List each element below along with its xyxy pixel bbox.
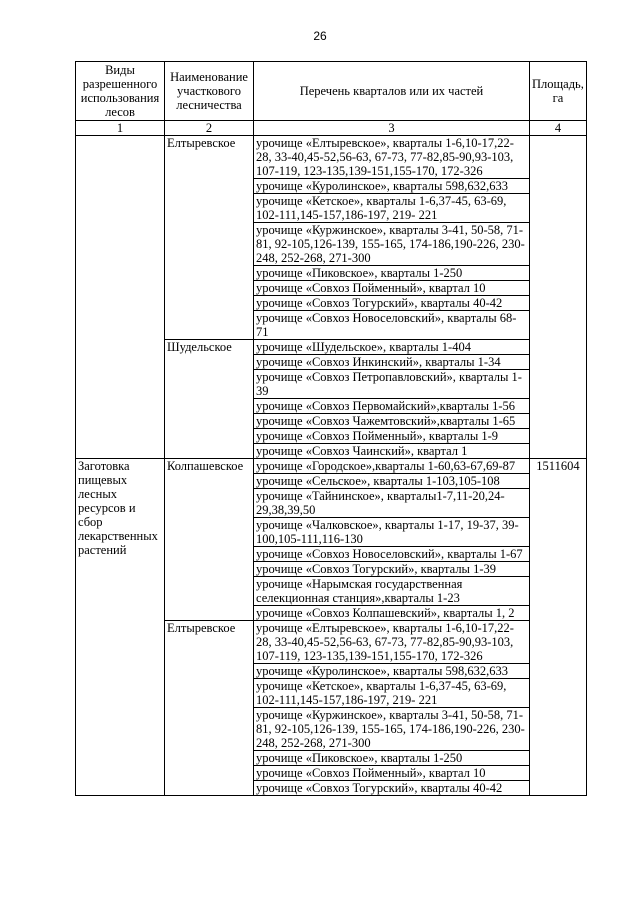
quarters-cell: урочище «Шудельское», кварталы 1-404 xyxy=(254,340,530,355)
quarters-table xyxy=(75,61,587,796)
quarters-cell: урочище «Сельское», кварталы 1-103,105-108 xyxy=(254,474,530,489)
quarters-cell: урочище «Совхоз Чаинский», квартал 1 xyxy=(254,444,530,459)
table-row xyxy=(76,136,587,179)
table-body xyxy=(76,136,587,796)
forestry-cell: Шудельское xyxy=(165,340,254,459)
quarters-cell: урочище «Куролинское», кварталы 598,632,633 xyxy=(254,664,530,679)
quarters-cell: урочище «Кетское», кварталы 1-6,37-45, 63-69, 102-111,145-157,186-197, 219- 221 xyxy=(254,679,530,708)
column-number: 3 xyxy=(254,121,530,136)
quarters-cell: урочище «Совхоз Первомайский»,кварталы 1-56 xyxy=(254,399,530,414)
quarters-cell: урочище «Елтыревское», кварталы 1-6,10-17,22-28, 33-40,45-52,56-63, 67-73, 77-82,85-90,93-103, 107-119, 123-135,139-151,155-170, 172-326 xyxy=(254,136,530,179)
quarters-cell: урочище «Елтыревское», кварталы 1-6,10-17,22-28, 33-40,45-52,56-63, 67-73, 77-82,85-90,93-103, 107-119, 123-135,139-151,155-170, 172-326 xyxy=(254,621,530,664)
quarters-cell: урочище «Совхоз Новоселовский», кварталы 1-67 xyxy=(254,547,530,562)
quarters-cell: урочище «Куржинское», кварталы 3-41, 50-58, 71-81, 92-105,126-139, 155-165, 174-186,190-226, 230-248, 252-268, 271-300 xyxy=(254,708,530,751)
forestry-cell: Елтыревское xyxy=(165,136,254,340)
header-quarters: Перечень кварталов или их частей xyxy=(254,62,530,121)
quarters-cell: урочище «Совхоз Пойменный», квартал 10 xyxy=(254,766,530,781)
header-row xyxy=(76,62,587,121)
column-number: 1 xyxy=(76,121,165,136)
page-number: 26 xyxy=(313,29,327,43)
quarters-cell: урочище «Куржинское», кварталы 3-41, 50-58, 71-81, 92-105,126-139, 155-165, 174-186,190-226, 230-248, 252-268, 271-300 xyxy=(254,223,530,266)
quarters-cell: урочище «Пиковское», кварталы 1-250 xyxy=(254,751,530,766)
quarters-cell: урочище «Чалковское», кварталы 1-17, 19-37, 39-100,105-111,116-130 xyxy=(254,518,530,547)
quarters-cell: урочище «Совхоз Поймeнный», квартал 10 xyxy=(254,281,530,296)
area-cell: 1511604 xyxy=(530,459,587,796)
use-type-cell: Заготовка пищевых лесных ресурсов и сбор лекарственных растений xyxy=(76,459,165,796)
quarters-cell: урочище «Совхоз Тогурский», кварталы 40-42 xyxy=(254,781,530,796)
header-forestry: Наименование участкового лесничества xyxy=(165,62,254,121)
quarters-cell: урочище «Совхоз Петропавловский», кварталы 1-39 xyxy=(254,370,530,399)
forestry-cell: Колпашевское xyxy=(165,459,254,621)
area-cell xyxy=(530,136,587,459)
quarters-cell: урочище «Совхоз Тогурский», кварталы 40-42 xyxy=(254,296,530,311)
forestry-cell: Елтыревское xyxy=(165,621,254,796)
quarters-cell: урочище «Куролинское», кварталы 598,632,633 xyxy=(254,179,530,194)
quarters-cell: урочище «Совхоз Инкинский», кварталы 1-34 xyxy=(254,355,530,370)
column-number-row xyxy=(76,121,587,136)
quarters-cell: урочище «Совхоз Чажемтовский»,кварталы 1-65 xyxy=(254,414,530,429)
column-number: 2 xyxy=(165,121,254,136)
quarters-cell: урочище «Нарымская государственная селекционная станция»,кварталы 1-23 xyxy=(254,577,530,606)
quarters-cell: урочище «Совхоз Пойменный», кварталы 1-9 xyxy=(254,429,530,444)
quarters-cell: урочище «Совхоз Новоселовский», кварталы 68-71 xyxy=(254,311,530,340)
quarters-cell: урочище «Тайнинское», кварталы1-7,11-20,24-29,38,39,50 xyxy=(254,489,530,518)
quarters-cell: урочище «Пиковское», кварталы 1-250 xyxy=(254,266,530,281)
quarters-cell: урочище «Городское»,кварталы 1-60,63-67,69-87 xyxy=(254,459,530,474)
column-number: 4 xyxy=(530,121,587,136)
quarters-cell: урочище «Совхоз Колпашевский», кварталы 1, 2 xyxy=(254,606,530,621)
header-area: Площадь, га xyxy=(530,62,587,121)
table-row xyxy=(76,459,587,474)
use-type-cell xyxy=(76,136,165,459)
quarters-cell: урочище «Совхоз Тогурский», кварталы 1-39 xyxy=(254,562,530,577)
header-use-type: Виды разрешенного использования лесов xyxy=(76,62,165,121)
quarters-cell: урочище «Кетское», кварталы 1-6,37-45, 63-69, 102-111,145-157,186-197, 219- 221 xyxy=(254,194,530,223)
